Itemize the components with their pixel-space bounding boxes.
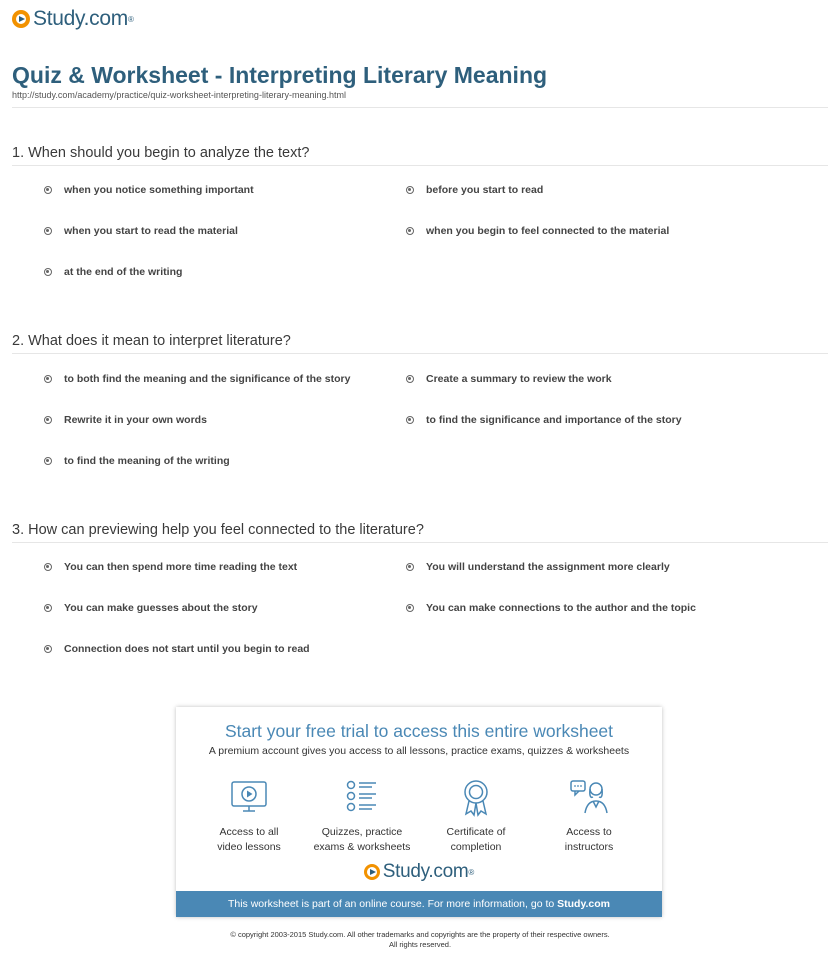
question-1: 1. When should you begin to analyze the text? bbox=[12, 145, 310, 161]
page-title: Quiz & Worksheet - Interpreting Literary Meaning bbox=[12, 62, 548, 88]
page-url: http://study.com/academy/practice/quiz-worksheet-interpreting-literary-meaning.html bbox=[12, 90, 346, 100]
radio-button[interactable] bbox=[406, 227, 414, 235]
feature-instructors bbox=[534, 777, 644, 855]
feature-label-line1: Access to all bbox=[219, 826, 279, 838]
feature-label-line1: Access to bbox=[566, 826, 612, 838]
q3-option-2[interactable] bbox=[406, 561, 670, 573]
q2-option-4[interactable] bbox=[406, 414, 682, 426]
radio-button[interactable] bbox=[406, 416, 414, 424]
feature-label-line2: exams & worksheets bbox=[313, 841, 411, 853]
option-label: to find the significance and importance of the story bbox=[426, 414, 682, 426]
study-logo[interactable] bbox=[12, 7, 134, 31]
q3-option-4[interactable] bbox=[406, 602, 696, 614]
q2-option-2[interactable] bbox=[406, 373, 612, 385]
divider bbox=[12, 353, 828, 354]
q3-option-3[interactable] bbox=[44, 602, 258, 614]
free-trial-promo bbox=[176, 707, 662, 917]
feature-label-line2: video lessons bbox=[217, 841, 281, 853]
play-logo-icon bbox=[12, 10, 30, 28]
promo-subtitle: A premium account gives you access to all lessons, practice exams, quizzes & worksheets bbox=[208, 745, 630, 757]
option-label: You can make connections to the author and the topic bbox=[426, 602, 696, 614]
feature-video-lessons bbox=[194, 777, 304, 855]
feature-label-line1: Certificate of bbox=[446, 826, 506, 838]
radio-button[interactable] bbox=[44, 268, 52, 276]
play-logo-icon bbox=[364, 864, 380, 880]
q3-option-1[interactable] bbox=[44, 561, 297, 573]
logo-text: Study.com bbox=[33, 7, 128, 30]
radio-button[interactable] bbox=[44, 227, 52, 235]
option-label: when you start to read the material bbox=[64, 225, 238, 237]
radio-button[interactable] bbox=[44, 416, 52, 424]
radio-button[interactable] bbox=[44, 457, 52, 465]
q2-option-3[interactable] bbox=[44, 414, 207, 426]
option-label: to both find the meaning and the significance of the story bbox=[64, 373, 351, 385]
quiz-list-icon bbox=[342, 777, 382, 817]
radio-button[interactable] bbox=[406, 186, 414, 194]
instructor-icon bbox=[569, 777, 609, 817]
course-info-text: This worksheet is part of an online course. For more information, go to bbox=[227, 898, 555, 910]
option-label: You can then spend more time reading the text bbox=[64, 561, 298, 573]
radio-button[interactable] bbox=[406, 563, 414, 571]
radio-button[interactable] bbox=[44, 604, 52, 612]
q1-option-1[interactable] bbox=[44, 184, 254, 196]
q2-option-1[interactable] bbox=[44, 373, 350, 385]
option-label: Rewrite it in your own words bbox=[64, 414, 207, 426]
logo-text: Study.com bbox=[382, 861, 469, 882]
radio-button[interactable] bbox=[406, 375, 414, 383]
feature-label-line1: Quizzes, practice bbox=[321, 826, 403, 838]
radio-button[interactable] bbox=[44, 645, 52, 653]
radio-button[interactable] bbox=[44, 375, 52, 383]
logo-trademark: ® bbox=[127, 14, 134, 24]
option-label: You will understand the assignment more clearly bbox=[426, 561, 670, 573]
radio-button[interactable] bbox=[44, 186, 52, 194]
q1-option-4[interactable] bbox=[406, 225, 669, 237]
course-info-bar bbox=[176, 891, 662, 917]
divider bbox=[12, 542, 828, 543]
certificate-icon bbox=[456, 777, 496, 817]
q3-option-5[interactable] bbox=[44, 643, 310, 655]
option-label: Create a summary to review the work bbox=[426, 373, 612, 385]
divider bbox=[12, 107, 828, 108]
feature-certificate bbox=[421, 777, 531, 855]
option-label: before you start to read bbox=[426, 184, 544, 196]
option-label: to find the meaning of the writing bbox=[64, 455, 230, 467]
feature-label-line2: instructors bbox=[564, 841, 614, 853]
q1-option-2[interactable] bbox=[406, 184, 543, 196]
option-label: Connection does not start until you begin to read bbox=[64, 643, 310, 655]
option-label: when you notice something important bbox=[64, 184, 254, 196]
option-label: when you begin to feel connected to the material bbox=[426, 225, 670, 237]
q1-option-5[interactable] bbox=[44, 266, 182, 278]
copyright-footer bbox=[0, 930, 840, 950]
q2-option-5[interactable] bbox=[44, 455, 230, 467]
feature-quizzes bbox=[307, 777, 417, 855]
divider bbox=[12, 165, 828, 166]
copyright-line1: © copyright 2003-2015 Study.com. All other trademarks and copyrights are the property of their respective owners. bbox=[230, 930, 610, 939]
study-link[interactable]: Study.com bbox=[557, 898, 611, 910]
question-3: 3. How can previewing help you feel connected to the literature? bbox=[12, 522, 424, 538]
option-label: at the end of the writing bbox=[64, 266, 183, 278]
radio-button[interactable] bbox=[406, 604, 414, 612]
copyright-line2: All rights reserved. bbox=[388, 940, 452, 949]
promo-title[interactable]: Start your free trial to access this entire worksheet bbox=[224, 721, 614, 741]
q1-option-3[interactable] bbox=[44, 225, 238, 237]
radio-button[interactable] bbox=[44, 563, 52, 571]
question-2: 2. What does it mean to interpret literature? bbox=[12, 333, 291, 349]
promo-study-logo[interactable] bbox=[176, 861, 662, 883]
feature-label-line2: completion bbox=[450, 841, 502, 853]
option-label: You can make guesses about the story bbox=[64, 602, 258, 614]
logo-trademark: ® bbox=[468, 867, 475, 877]
video-lesson-icon bbox=[229, 777, 269, 817]
